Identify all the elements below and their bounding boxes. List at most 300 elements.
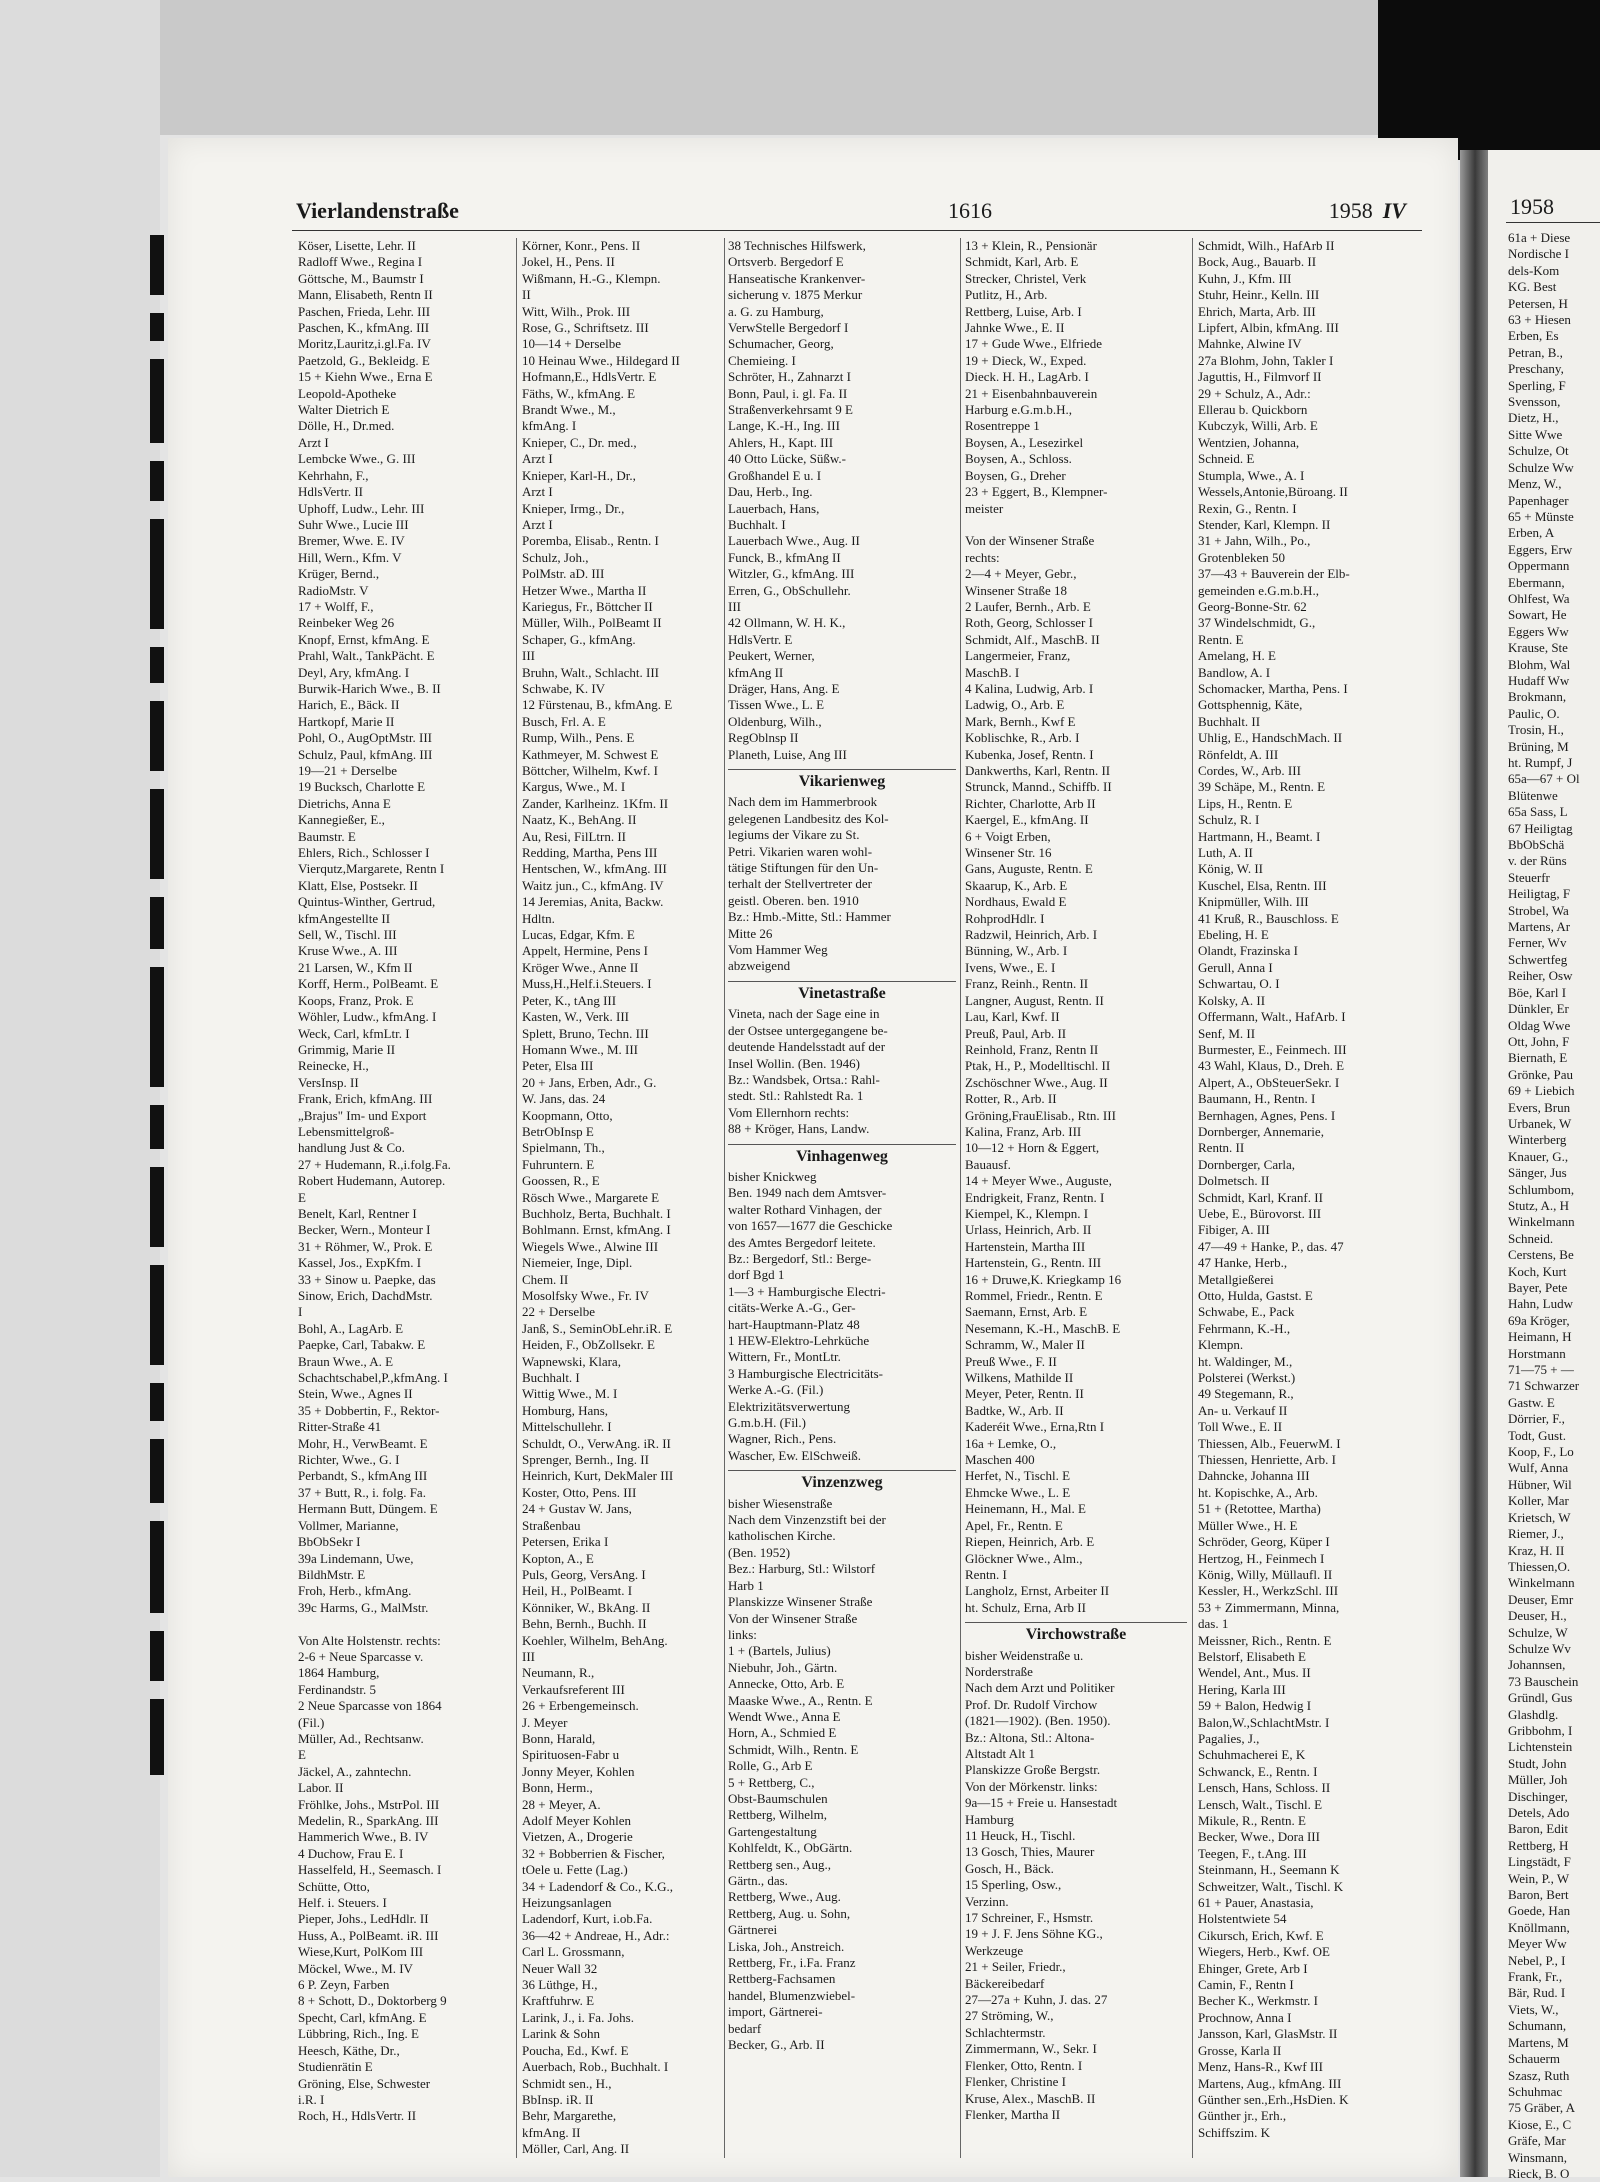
directory-entry: 17 + Wolff, F.,	[298, 598, 374, 614]
directory-entry: Altstadt Alt 1	[965, 1745, 1036, 1761]
column-6	[1508, 230, 1600, 2182]
directory-entry: KG. Best	[1508, 279, 1557, 295]
directory-entry: legiums der Vikare zu St.	[728, 827, 860, 843]
directory-entry: 41 Kruß, R., Bauschloss. E	[1198, 910, 1339, 926]
directory-entry: Sitte Wwe	[1508, 426, 1563, 442]
directory-entry: MaschB. I	[965, 664, 1020, 680]
directory-entry: Straßenbau	[522, 1517, 581, 1533]
directory-entry: Hartmann, H., Beamt. I	[1198, 828, 1321, 844]
directory-entry: Bonn, Herm.,	[522, 1780, 593, 1796]
directory-entry: import, Gärtnerei-	[728, 2004, 823, 2020]
directory-entry: Hahn, Ludw	[1508, 1296, 1573, 1312]
directory-entry: Walter Dietrich E	[298, 402, 390, 418]
directory-entry: Koch, Kurt	[1508, 1263, 1567, 1279]
directory-entry: bedarf	[728, 2020, 762, 2036]
directory-entry: stedt. Stl.: Rahlstedt Ra. 1	[728, 1088, 864, 1104]
directory-entry: Roth, Georg, Schlosser I	[965, 615, 1093, 631]
directory-entry: Ebermann,	[1508, 574, 1565, 590]
directory-entry: Winsener Straße 18	[965, 582, 1068, 598]
directory-entry: rechts:	[965, 549, 1000, 565]
directory-entry: Wagner, Rich., Pens.	[728, 1431, 837, 1447]
directory-entry: Schulze, Ot	[1508, 443, 1569, 459]
directory-entry: links:	[728, 1626, 757, 1642]
directory-entry: Kessler, H., WerkzSchl. III	[1198, 1583, 1339, 1599]
edge-mark	[150, 1383, 164, 1421]
directory-entry: Korff, Herm., PolBeamt. E	[298, 976, 439, 992]
directory-entry: III	[522, 1648, 535, 1664]
directory-entry: Winkelmann	[1508, 1575, 1575, 1591]
directory-entry: König, Willy, Müllaufl. II	[1198, 1566, 1333, 1582]
directory-entry: Deuser, Emr	[1508, 1591, 1574, 1607]
directory-entry: tOele u. Fette (Lag.)	[522, 1862, 628, 1878]
directory-entry: Verzinn.	[965, 1893, 1009, 1909]
directory-entry: Hanseatische Krankenver-	[728, 270, 866, 286]
edge-mark	[150, 461, 164, 501]
directory-entry: Lauerbach, Hans,	[728, 500, 820, 516]
directory-entry: BetrObInsp E	[522, 1123, 594, 1139]
directory-entry: Brokmann,	[1508, 689, 1567, 705]
directory-entry: 27a Blohm, John, Takler I	[1198, 352, 1334, 368]
directory-entry: Kröger Wwe., Anne II	[522, 959, 639, 975]
directory-entry: Schulze, W	[1508, 1624, 1568, 1640]
directory-entry: 39c Harms, G., MalMstr.	[298, 1599, 429, 1615]
directory-entry: Witt, Wilh., Prok. III	[522, 303, 631, 319]
directory-entry: Insel Wollin. (Ben. 1946)	[728, 1055, 860, 1071]
directory-entry: 22 + Derselbe	[522, 1304, 596, 1320]
directory-entry: Rolle, G., Arb E	[728, 1758, 813, 1774]
directory-entry: Schuhmacherei E, K	[1198, 1747, 1306, 1763]
directory-entry: Bz.: Hmb.-Mitte, Stl.: Hammer	[728, 909, 891, 925]
directory-entry: Ebeling, H. E	[1198, 927, 1269, 943]
directory-entry: 8 + Schott, D., Doktorberg 9	[298, 1993, 447, 2009]
directory-entry: Ellerau b. Quickborn	[1198, 402, 1308, 418]
directory-entry: 27 + Hudemann, R.,i.folg.Fa.	[298, 1156, 451, 1172]
directory-entry: Von Alte Holstenstr. rechts:	[298, 1632, 441, 1648]
directory-entry: tätige Stiftungen für den Un-	[728, 860, 879, 876]
directory-entry: abzweigend	[728, 958, 791, 974]
directory-entry: 61 + Pauer, Anastasia,	[1198, 1895, 1314, 1911]
directory-entry: Detels, Ado	[1508, 1805, 1570, 1820]
directory-entry: Ott, John, F	[1508, 1033, 1570, 1049]
column-1	[298, 238, 510, 2125]
directory-entry: Heinemann, H., Mal. E	[965, 1501, 1086, 1517]
directory-entry: Preschany,	[1508, 361, 1564, 377]
directory-entry: bisher Knickweg	[728, 1168, 817, 1184]
directory-entry: Knipmüller, Wilh. III	[1198, 894, 1309, 910]
directory-entry: Hartkopf, Marie II	[298, 713, 395, 729]
directory-entry: a. G. zu Hamburg,	[728, 303, 824, 319]
directory-entry: Radloff Wwe., Regina I	[298, 254, 423, 270]
directory-entry: Saemann, Ernst, Arb. E	[965, 1304, 1088, 1320]
directory-entry: Goede, Han	[1508, 1903, 1571, 1919]
directory-entry: Rexin, G., Rentn. I	[1198, 500, 1297, 516]
street-title: Vierlandenstraße	[296, 198, 459, 223]
directory-entry: Harburg e.G.m.b.H.,	[965, 402, 1072, 418]
directory-entry: Rettberg, Fr., i.Fa. Franz	[728, 1955, 856, 1971]
directory-entry: Riemer, J.,	[1508, 1526, 1564, 1542]
directory-entry: Meyer Ww	[1508, 1936, 1567, 1952]
directory-entry: An- u. Verkauf II	[1198, 1402, 1288, 1418]
directory-entry: Flenker, Otto, Rentn. I	[965, 2057, 1083, 2073]
directory-entry: Benelt, Karl, Rentner I	[298, 1205, 417, 1221]
directory-entry: Kalina, Franz, Arb. III	[965, 1123, 1082, 1139]
directory-entry: Lebensmittelgroß-	[298, 1123, 395, 1139]
directory-entry: Langner, August, Rentn. II	[965, 992, 1104, 1008]
directory-entry: 28 + Meyer, A.	[522, 1796, 601, 1812]
directory-entry: Uhlig, E., HandschMach. II	[1198, 730, 1343, 746]
directory-entry: Kasten, W., Verk. III	[522, 1009, 629, 1025]
directory-entry: Buchhalt. II	[1198, 713, 1261, 729]
directory-entry: Lauerbach Wwe., Aug. II	[728, 533, 860, 549]
directory-entry: 6 + Voigt Erben,	[965, 828, 1051, 844]
directory-entry: Schlachtermstr.	[965, 2024, 1046, 2040]
directory-entry: Lensch, Hans, Schloss. II	[1198, 1780, 1331, 1796]
directory-entry: Dornberger, Carla,	[1198, 1156, 1296, 1172]
directory-entry: Lau, Karl, Kwf. II	[965, 1009, 1060, 1025]
directory-entry: Endrigkeit, Franz, Rentn. I	[965, 1189, 1105, 1205]
directory-entry: Bohl, A., LagArb. E	[298, 1320, 404, 1336]
directory-entry: Pagalies, J.,	[1198, 1730, 1260, 1746]
directory-entry: 67 Heiligtag	[1508, 820, 1573, 836]
directory-entry: Bz.: Bergedorf, Stl.: Berge-	[728, 1250, 872, 1266]
directory-entry: Grosse, Karla II	[1198, 2042, 1282, 2058]
directory-entry: Bonn, Paul, i. gl. Fa. II	[728, 385, 848, 401]
directory-entry: Fehrmann, K.-H.,	[1198, 1320, 1291, 1336]
directory-entry: Böe, Karl I	[1508, 984, 1567, 1000]
directory-entry: 4 Duchow, Frau E. I	[298, 1845, 404, 1861]
directory-entry: Trosin, H.,	[1508, 722, 1564, 738]
directory-entry: Zander, Karlheinz. 1Kfm. II	[522, 795, 669, 811]
street-heading: Vinzenzweg	[728, 1470, 956, 1491]
directory-entry: Dahncke, Johanna III	[1198, 1468, 1310, 1484]
directory-entry: Ehrich, Marta, Arb. III	[1198, 303, 1316, 319]
directory-entry: Verkaufsreferent III	[522, 1681, 625, 1697]
directory-entry: Kariegus, Fr., Böttcher II	[522, 598, 653, 614]
edge-mark	[150, 1439, 164, 1503]
directory-entry: das. 1	[1198, 1616, 1229, 1632]
directory-entry: Kruse, Alex., MaschB. II	[965, 2090, 1096, 2106]
directory-entry: 21 Larsen, W., Kfm II	[298, 959, 413, 975]
directory-entry: handlung Just & Co.	[298, 1140, 405, 1156]
directory-entry: 69 + Liebich	[1508, 1083, 1575, 1099]
directory-entry: Schneid. E	[1198, 451, 1255, 467]
directory-entry: Schütte, Otto,	[298, 1878, 370, 1894]
directory-entry: VersInsp. II	[298, 1074, 359, 1090]
directory-entry: Gröning, Else, Schwester	[298, 2075, 431, 2091]
scan-dark-corner	[1378, 0, 1600, 160]
directory-entry: Polsterei (Werkst.)	[1198, 1370, 1296, 1386]
directory-entry: Bünning, W., Arb. I	[965, 943, 1068, 959]
directory-entry: Kuhn, J., Kfm. III	[1198, 270, 1292, 286]
directory-entry: 63 + Hiesen	[1508, 312, 1571, 328]
directory-entry: Hermann Butt, Düngem. E	[298, 1501, 438, 1517]
directory-entry: Straßenverkehrsamt 9 E	[728, 402, 853, 418]
directory-entry: Grotenbleken 50	[1198, 549, 1286, 565]
directory-entry: Schmidt sen., H.,	[522, 2075, 612, 2091]
directory-entry: Reinbeker Weg 26	[298, 615, 395, 631]
directory-entry: Tissen Wwe., L. E	[728, 697, 825, 713]
directory-entry: kfmAng II	[728, 664, 784, 680]
directory-entry: Apel, Fr., Rentn. E	[965, 1517, 1063, 1533]
directory-entry: Ahlers, H., Kapt. III	[728, 434, 834, 450]
directory-entry: Viets, W.,	[1508, 2001, 1559, 2017]
edge-mark	[150, 701, 164, 771]
directory-entry: Boysen, A., Lesezirkel	[965, 434, 1084, 450]
directory-entry: dels-Kom	[1508, 262, 1560, 278]
directory-entry: Stumpla, Wwe., A. I	[1198, 467, 1305, 483]
directory-entry: Hudaff Ww	[1508, 672, 1570, 688]
directory-entry: Heil, H., PolBeamt. I	[522, 1583, 633, 1599]
directory-entry: Dolmetsch. II	[1198, 1173, 1270, 1189]
directory-entry: Preuß Wwe., F. II	[965, 1353, 1057, 1369]
directory-entry: 37 + Butt, R., i. folg. Fa.	[298, 1484, 426, 1500]
directory-entry: Blütenwe	[1508, 787, 1558, 803]
directory-entry: Niemeier, Inge, Dipl.	[522, 1255, 633, 1271]
edge-mark	[150, 1105, 164, 1149]
scan-background	[0, 0, 1600, 135]
directory-entry: Fäths, W., kfmAng. E	[522, 385, 636, 401]
directory-entry: 36—42 + Andreae, H., Adr.:	[522, 1927, 670, 1943]
directory-entry: Dischinger,	[1508, 1788, 1568, 1804]
column-rule	[1192, 238, 1193, 2158]
directory-entry: Chem. II	[522, 1271, 569, 1287]
directory-entry: Meyer, Peter, Rentn. II	[965, 1386, 1084, 1402]
directory-entry: Eggers Ww	[1508, 623, 1569, 639]
directory-entry: Au, Resi, FilLtrn. II	[522, 828, 626, 844]
directory-entry: Müller Wwe., H. E	[1198, 1517, 1298, 1533]
edge-mark	[150, 1521, 164, 1613]
directory-entry: Evers, Brun	[1508, 1099, 1571, 1115]
directory-entry: 1 HEW-Elektro-Lehrküche	[728, 1333, 870, 1348]
directory-entry: Nesemann, K.-H., MaschB. E	[965, 1320, 1121, 1336]
directory-entry: Ferdinandstr. 5	[298, 1681, 376, 1697]
directory-entry: Planskizze Winsener Straße	[728, 1594, 873, 1610]
directory-entry: Frank, Erich, kfmAng. III	[298, 1091, 433, 1107]
directory-entry: Neumann, R.,	[522, 1665, 595, 1681]
directory-entry: 36 Lüthge, H.,	[522, 1977, 598, 1993]
directory-entry: Mahnke, Alwine IV	[1198, 336, 1302, 352]
directory-entry: 16 + Druwe,K. Kriegkamp 16	[965, 1271, 1122, 1287]
directory-entry: Homburg, Hans,	[522, 1402, 609, 1418]
directory-entry: BbObSekr I	[298, 1534, 361, 1550]
directory-entry: Koops, Franz, Prok. E	[298, 992, 414, 1008]
directory-entry: 65 + Münste	[1508, 508, 1574, 524]
directory-entry: kfmAng. II	[522, 2124, 581, 2140]
directory-entry: 13 Gosch, Thies, Maurer	[965, 1844, 1095, 1860]
directory-entry: Baumann, H., Rentn. I	[1198, 1091, 1316, 1107]
directory-entry: Krüger, Bernd.,	[298, 566, 380, 582]
directory-entry: Köser, Lisette, Lehr. II	[298, 238, 416, 253]
directory-entry: Gärtnerei	[728, 1922, 778, 1938]
directory-entry: Rentn. II	[1198, 1140, 1245, 1156]
directory-entry: Balon,W.,SchlachtMstr. I	[1198, 1714, 1330, 1730]
directory-entry: Fuhruntern. E	[522, 1156, 595, 1172]
directory-entry: Heiden, F., ObZollsekr. E	[522, 1337, 655, 1353]
directory-entry: (1821—1902). (Ben. 1950).	[965, 1713, 1111, 1729]
directory-entry: Grönke, Pau	[1508, 1066, 1573, 1082]
directory-entry: Strunck, Mannd., Schiffb. II	[965, 779, 1112, 795]
directory-entry: Pieper, Johs., LedHdlr. II	[298, 1911, 429, 1927]
directory-entry: Heinrich, Kurt, DekMaler III	[522, 1468, 674, 1484]
directory-entry: Oldenburg, Wilh.,	[728, 713, 822, 729]
directory-entry: 37 Windelschmidt, G.,	[1198, 615, 1316, 631]
edge-mark	[150, 359, 164, 443]
edge-mark	[150, 1167, 164, 1247]
directory-entry: Riepen, Heinrich, Arb. E	[965, 1534, 1095, 1550]
directory-entry: Vietzen, A., Drogerie	[522, 1829, 633, 1845]
directory-entry: Reinhold, Franz, Rentn II	[965, 1041, 1099, 1057]
directory-entry: 27 Ströming, W.,	[965, 2008, 1054, 2024]
directory-entry: Wöhler, Ludw., kfmAng. I	[298, 1009, 437, 1025]
directory-entry: Ben. 1949 nach dem Amtsver-	[728, 1185, 887, 1201]
directory-entry: Müller, Ad., Rechtsanw.	[298, 1730, 424, 1746]
directory-entry: Hetzer Wwe., Martha II	[522, 582, 647, 598]
directory-entry: Braun Wwe., A. E	[298, 1353, 394, 1369]
directory-entry: ht. Rumpf, J	[1508, 755, 1573, 770]
directory-entry: Kopton, A., E	[522, 1550, 594, 1566]
directory-entry: Winkelmann	[1508, 1214, 1575, 1230]
directory-entry: Schulze Wv	[1508, 1640, 1571, 1656]
directory-entry: Schulze Ww	[1508, 459, 1574, 475]
directory-entry: Harich, E., Bäck. II	[298, 697, 400, 713]
page-number: 1616	[948, 198, 992, 223]
directory-entry: 10—14 + Derselbe	[522, 336, 622, 352]
directory-entry: Möckel, Wwe., M. IV	[298, 1960, 413, 1976]
directory-entry: Schumacher, Georg,	[728, 336, 834, 352]
directory-entry: Amelang, H. E	[1198, 648, 1276, 664]
directory-entry: Heimann, H	[1508, 1329, 1572, 1345]
directory-entry: Appelt, Hermine, Pens I	[522, 943, 649, 959]
directory-entry: 40 Otto Lücke, Süßw.-	[728, 451, 846, 467]
directory-entry: Bremer, Wwe. E. IV	[298, 533, 405, 549]
directory-entry: Glöckner Wwe., Alm.,	[965, 1550, 1083, 1566]
street-heading: Vinhagenweg	[728, 1144, 956, 1165]
directory-entry: Mohr, H., VerwBeamt. E	[298, 1435, 428, 1451]
directory-entry: RegOblnsp II	[728, 730, 799, 746]
directory-entry: Neuer Wall 32	[522, 1960, 598, 1976]
directory-entry: Körner, Konr., Pens. II	[522, 238, 641, 253]
directory-entry: Kraftfuhrw. E	[522, 1993, 595, 2009]
directory-entry: Wascher, Ew. ElSchweiß.	[728, 1447, 861, 1463]
directory-entry: Senf, M. II	[1198, 1025, 1256, 1041]
directory-entry: Johannsen,	[1508, 1657, 1566, 1673]
edge-mark	[150, 1631, 164, 1681]
directory-entry: Baron, Edit	[1508, 1821, 1568, 1837]
directory-entry: meister	[965, 500, 1004, 516]
directory-entry: Studienrätin E	[298, 2059, 373, 2075]
directory-entry: HdlsVertr. E	[728, 631, 793, 647]
directory-entry: 75 Gräber, A	[1508, 2100, 1575, 2116]
directory-entry: Muss,H.,Helf.i.Steuers. I	[522, 976, 652, 992]
directory-entry: Wentzien, Johanna,	[1198, 434, 1300, 450]
directory-entry: Stuhr, Heinr., Kelln. III	[1198, 287, 1320, 303]
directory-entry: Knieper, C., Dr. med.,	[522, 434, 637, 450]
directory-entry: Rösch Wwe., Margarete E	[522, 1189, 660, 1205]
directory-entry: Rentn. E	[1198, 631, 1244, 647]
directory-entry: Schwabe, E., Pack	[1198, 1304, 1295, 1320]
directory-entry: Ptak, H., P., Modelltischl. II	[965, 1058, 1111, 1074]
directory-entry: Hentschen, W., kfmAng. III	[522, 861, 667, 877]
directory-entry: Kraz, H. II	[1508, 1542, 1565, 1558]
directory-entry: hart-Hauptmann-Platz 48	[728, 1316, 860, 1332]
directory-entry	[298, 1616, 510, 1632]
directory-entry: Maaske Wwe., A., Rentn. E	[728, 1692, 873, 1708]
directory-entry: Paschen, Frieda, Lehr. III	[298, 303, 431, 319]
directory-entry: Kaderéit Wwe., Erna,Rtn I	[965, 1419, 1105, 1435]
directory-entry: Jahnke Wwe., E. II	[965, 320, 1065, 336]
directory-entry: Becker, Wern., Monteur I	[298, 1222, 431, 1238]
directory-entry: Burwik-Harich Wwe., B. II	[298, 680, 441, 696]
directory-entry: Erben, Es	[1508, 328, 1559, 344]
directory-entry: Mittelschullehr. I	[522, 1419, 612, 1435]
directory-entry: Rosentreppe 1	[965, 418, 1040, 434]
directory-entry: ht. Schulz, Erna, Arb II	[965, 1599, 1086, 1615]
directory-entry: Mann, Elisabeth, Rentn II	[298, 287, 433, 303]
directory-entry: Auerbach, Rob., Buchhalt. I	[522, 2059, 669, 2075]
directory-entry: Hartenstein, Martha III	[965, 1238, 1086, 1254]
directory-entry: Poremba, Elisab., Rentn. I	[522, 533, 659, 549]
directory-entry: 37—43 + Bauverein der Elb-	[1198, 566, 1350, 582]
directory-entry: Mark, Bernh., Kwf E	[965, 713, 1076, 729]
directory-entry: Grimmig, Marie II	[298, 1041, 396, 1057]
directory-entry: 19—21 + Derselbe	[298, 763, 398, 778]
directory-entry: Petran, B.,	[1508, 344, 1563, 360]
directory-entry: 19 Bucksch, Charlotte E	[298, 779, 426, 795]
directory-entry: Knöllmann,	[1508, 1919, 1570, 1935]
directory-entry: Eggers, Erw	[1508, 541, 1573, 557]
directory-entry: Weck, Carl, kfmLtr. I	[298, 1025, 410, 1041]
directory-entry: Schuhmac	[1508, 2083, 1563, 2099]
directory-entry: Schweitzer, Walt., Tischl. K	[1198, 1878, 1344, 1894]
directory-entry: 88 + Kröger, Hans, Landw.	[728, 1121, 870, 1137]
directory-entry: Niebuhr, Joh., Gärtn.	[728, 1659, 838, 1675]
directory-entry: Wittern, Fr., MontLtr.	[728, 1349, 841, 1365]
directory-entry: Bandlow, A. I	[1198, 664, 1271, 680]
directory-entry: 3 Hamburgische Electricitäts-	[728, 1365, 883, 1381]
directory-entry: 23 + Eggert, B., Klempner-	[965, 484, 1108, 500]
directory-entry: Heizungsanlagen	[522, 1895, 612, 1911]
directory-entry: Vom Hammer Weg	[728, 942, 828, 958]
directory-entry: Busch, Frl. A. E	[522, 713, 606, 729]
directory-entry: Baumstr. E	[298, 828, 356, 844]
directory-entry: Luth, A. II	[1198, 845, 1253, 861]
directory-entry: 32 + Bobberrien & Fischer,	[522, 1845, 665, 1861]
directory-entry: Arzt I	[522, 484, 553, 500]
directory-entry: Könniker, W., BkAng. II	[522, 1599, 651, 1615]
directory-entry: Lingstädt, F	[1508, 1854, 1571, 1870]
directory-entry: Funck, B., kfmAng II	[728, 549, 841, 565]
directory-entry: Lange, K.-H., Ing. III	[728, 418, 840, 434]
directory-entry: gelegenen Landbesitz des Kol-	[728, 810, 889, 826]
directory-entry: Paulic, O.	[1508, 705, 1560, 721]
directory-entry: Rettberg, Luise, Arb. I	[965, 303, 1082, 319]
directory-entry: Koehler, Wilhelm, BehAng.	[522, 1632, 668, 1648]
directory-entry: Lipfert, Albin, kfmAng. III	[1198, 320, 1339, 336]
directory-entry: Prahl, Walt., TankPächt. E	[298, 648, 435, 664]
directory-entry: 38 Technisches Hilfswerk,	[728, 238, 866, 253]
directory-entry: Ehinger, Grete, Arb I	[1198, 1960, 1308, 1976]
directory-entry: Bäckereibedarf	[965, 1975, 1045, 1991]
directory-entry: kfmAng. I	[522, 418, 577, 434]
directory-entry: Müller, Joh	[1508, 1772, 1568, 1788]
directory-entry: Schauerm	[1508, 2051, 1560, 2067]
directory-entry: Otto, Hulda, Gastst. E	[1198, 1288, 1313, 1303]
directory-entry: 2 Neue Sparcasse von 1864	[298, 1698, 442, 1714]
directory-entry: Hamburg	[965, 1811, 1014, 1827]
directory-entry: Knieper, Karl-H., Dr.,	[522, 467, 636, 483]
directory-entry: Perbandt, S., kfmAng III	[298, 1468, 428, 1484]
directory-entry: Knieper, Irmg., Dr.,	[522, 500, 625, 516]
